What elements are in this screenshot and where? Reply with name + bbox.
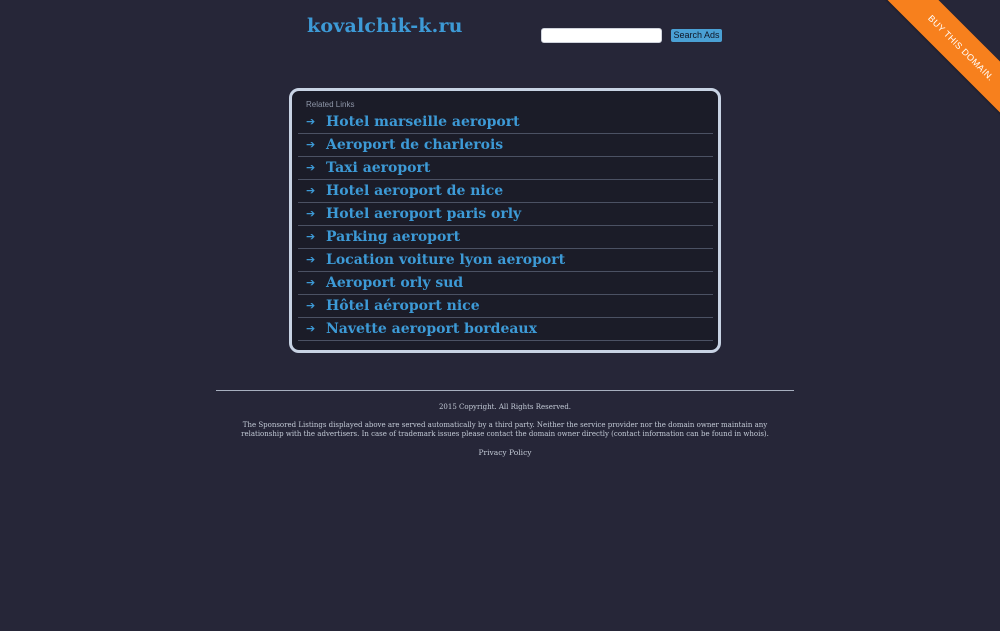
- list-item: [298, 295, 713, 318]
- arrow-right-icon: ➔: [306, 115, 316, 128]
- arrow-right-icon: ➔: [306, 276, 316, 289]
- list-item: [298, 180, 713, 203]
- related-link[interactable]: Location voiture lyon aeroport: [326, 252, 566, 268]
- privacy-policy-link[interactable]: Privacy Policy: [478, 448, 532, 457]
- related-link[interactable]: Hotel marseille aeroport: [326, 114, 520, 130]
- list-item: [298, 111, 713, 134]
- arrow-right-icon: ➔: [306, 161, 316, 174]
- list-item: [298, 203, 713, 226]
- list-item: [298, 318, 713, 341]
- related-link[interactable]: Hotel aeroport de nice: [326, 183, 504, 199]
- disclaimer-text: The Sponsored Listings displayed above are served automatically by a third party. Neither the service provider nor the domain owner maintain any relationship with the advertisers. In case of trademark issues please contact the domain owner directly (contact information can be found in whois).: [241, 421, 769, 438]
- arrow-right-icon: ➔: [306, 138, 316, 151]
- related-link[interactable]: Hotel aeroport paris orly: [326, 206, 522, 222]
- related-link[interactable]: Navette aeroport bordeaux: [326, 321, 537, 337]
- search-input[interactable]: [541, 28, 662, 43]
- related-link[interactable]: Aeroport orly sud: [326, 275, 464, 291]
- arrow-right-icon: ➔: [306, 184, 316, 197]
- copyright-text: 2015 Copyright. All Rights Reserved.: [438, 403, 572, 411]
- list-item: [298, 249, 713, 272]
- related-links-heading: Related Links: [306, 100, 355, 109]
- list-item: [298, 226, 713, 249]
- list-item: [298, 272, 713, 295]
- arrow-right-icon: ➔: [306, 230, 316, 243]
- related-link[interactable]: Taxi aeroport: [326, 160, 431, 176]
- related-link[interactable]: Hôtel aéroport nice: [326, 298, 480, 314]
- related-link[interactable]: Parking aeroport: [326, 229, 461, 245]
- arrow-right-icon: ➔: [306, 322, 316, 335]
- list-item: [298, 134, 713, 157]
- site-title[interactable]: kovalchik-k.ru: [307, 15, 463, 37]
- search-ads-button[interactable]: Search Ads: [671, 29, 722, 42]
- related-links-list: [298, 111, 713, 341]
- arrow-right-icon: ➔: [306, 207, 316, 220]
- related-links-box: [289, 88, 721, 353]
- buy-domain-ribbon[interactable]: BUY THIS DOMAIN.: [867, 0, 1000, 142]
- arrow-right-icon: ➔: [306, 299, 316, 312]
- related-link[interactable]: Aeroport de charlerois: [326, 137, 504, 153]
- footer-divider: [216, 390, 794, 391]
- buy-domain-ribbon-wrap: [840, 0, 1000, 160]
- list-item: [298, 157, 713, 180]
- arrow-right-icon: ➔: [306, 253, 316, 266]
